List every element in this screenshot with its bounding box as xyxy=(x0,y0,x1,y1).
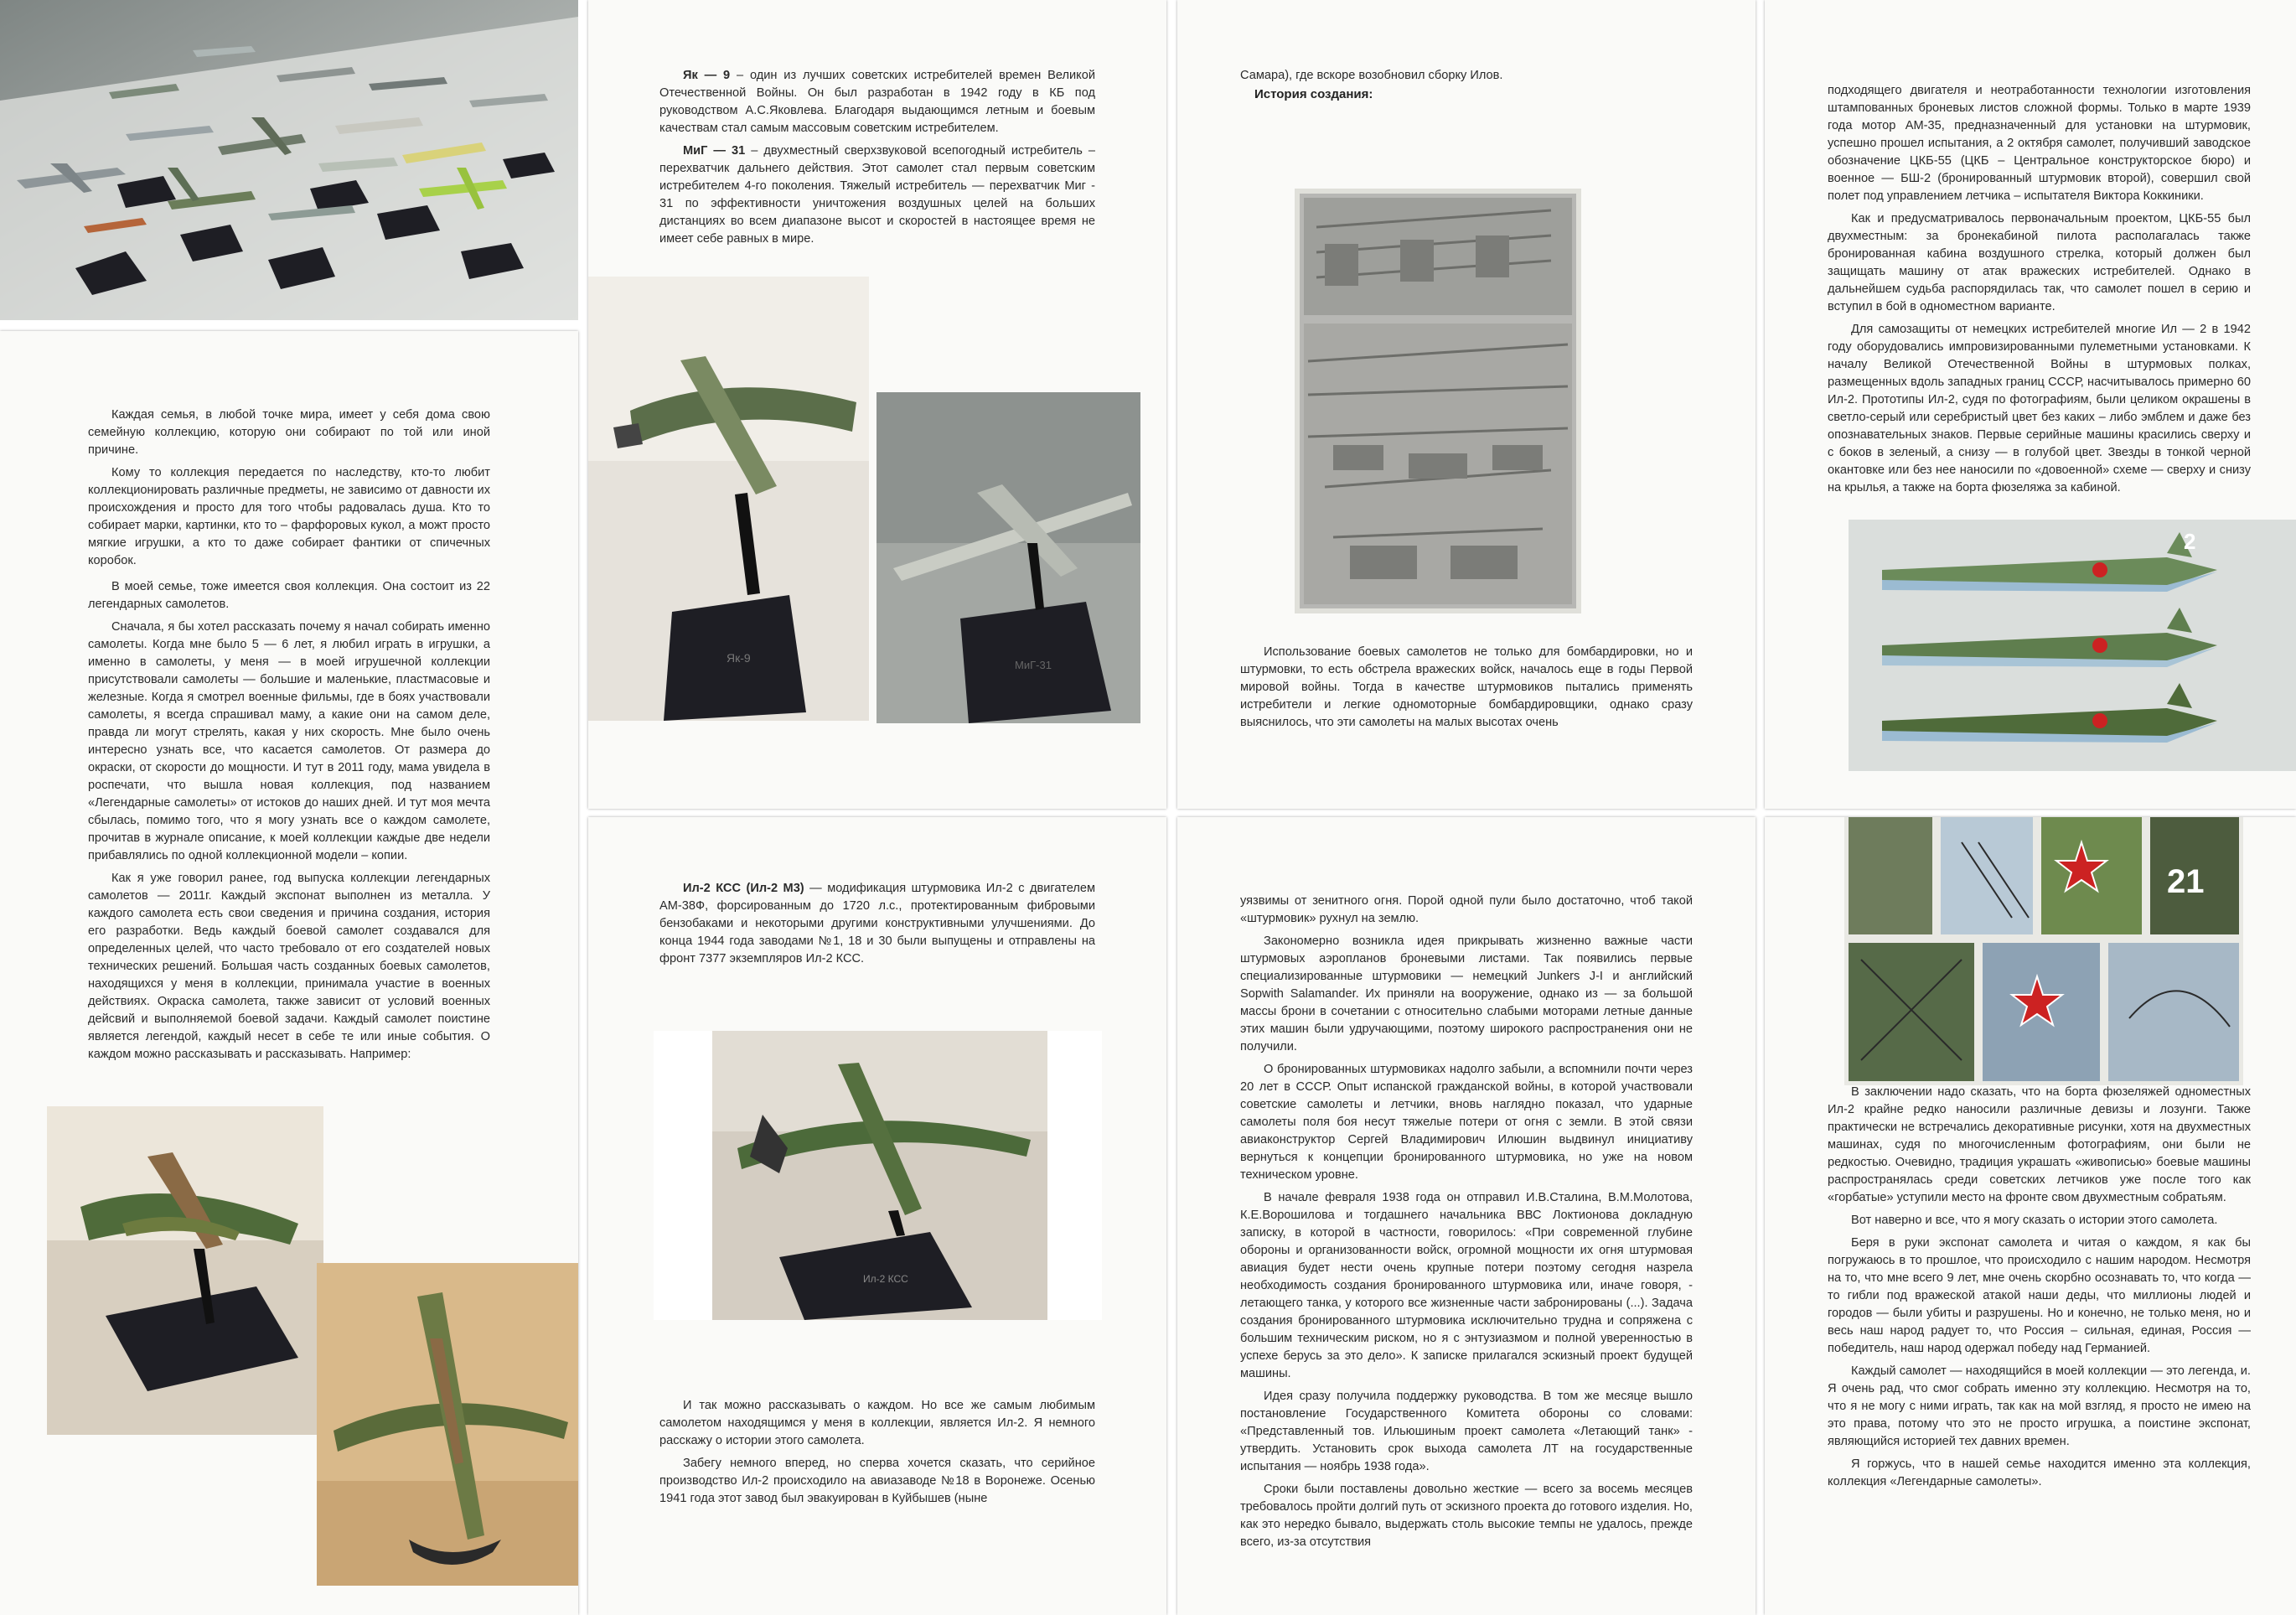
page-collection-intro xyxy=(0,331,578,1615)
il2-kss-name: Ил-2 КСС (Ил-2 М3) xyxy=(683,882,804,895)
il2-profiles-photo xyxy=(1849,520,2296,771)
il2-story-text xyxy=(659,1397,1095,1513)
yak-stand-label: Як-9 xyxy=(727,651,751,665)
intro-paragraph-5: Как я уже говорил ранее, год выпуска коллекции легендарных самолетов — 2011г. Каждый экспонат выполнен из металла. У каждого самолета есть свои сведения и причина создания, история его разработки. Ведь каждый боевой самолет создавался для определенных целей, что часто требовало от его создателей новых технических решений. Большая часть созданных боевых самолетов, находящихся у меня в коллекции, принимала участие в военных действиях. Окраска самолета, также зависит от условий военных дейсвий и выполняемой боевой задачи. Каждый самолет поистине является легендой, каждый несет в себе те или иные события. О каждом можно рассказывать и рассказывать. Например: xyxy=(88,872,490,1061)
history-intro-line: Самара), где вскоре возобновил сборку Илов. xyxy=(1240,69,1503,82)
page-yak-mig xyxy=(588,0,1166,809)
history-paragraph: Использование боевых самолетов не только для бомбардировки, но и штурмовки, то есть обстрела вражеских войск, началось еще в годы Первой мировой войны. Тогда в качестве штурмовиков пытались применять истребители и легкие одномоторные бомбардировщики, однако сразу выяснилось, что эти самолеты на малых высотах очень xyxy=(1240,645,1693,729)
armor-paragraph-3: О бронированных штурмовиках надолго забыли, а вспомнили почти через 20 лет в СССР. Опыт испанской гражданской войны, в которой участвовали советские самолеты и летчики, вновь наглядно показал, что ударные самолеты поля боя несут тяжелые потери от огня с земли. В этой связи авиаконструктор Сергей Владимирович Илюшин выдвинул инициативу вернуться к концепции бронированного штурмовика, но уже на новом техническом уровне. xyxy=(1240,1063,1693,1182)
il2-model-photo-b xyxy=(317,1263,578,1586)
history-heading: История создания: xyxy=(1254,87,1373,101)
conclusion-paragraph-4: Каждый самолет — находящийся в моей коллекции — это легенда, и. Я очень рад, что смог собрать именно эту коллекцию. Несмотря на то, что я не могу с ними играть, так как на мой взгляд, я просто не имею на это права, потому что это не просто игрушка, а поистине экспонат, являющийся историей тех давних времен. xyxy=(1828,1364,2251,1448)
page-il2-kss xyxy=(588,817,1166,1615)
il2-kss-model-photo xyxy=(654,1031,1102,1320)
collection-photo-graphic xyxy=(0,0,578,320)
armor-paragraph-5: Идея сразу получила поддержку руководства. В том же месяце вышло постановление Государственного Комитета обороны со словами: «Представленный тов. Ильюшиным проект самолета «Летающий танк» - утвердить. Установить срок выхода самолета ЛТ на государственные испытания — ноябрь 1938 года». xyxy=(1240,1390,1693,1473)
yak-mig-text xyxy=(659,67,1095,253)
conclusion-paragraph-1: В заключении надо сказать, что на борта фюзеляжей одноместных Ил-2 крайне редко наносили различные девизы и лозунги. Также практически не встречались декоративные рисунки, хотя на двухместных машинах, судя по многочисленным фотографиям, они были не редкостью. Очевидно, традиция украшать «живописью» боевые машины распространялась среди советских летчиков уже после того как «горбатые» уступили место на фронте свом двухместным собратьям. xyxy=(1828,1085,2251,1204)
page-history xyxy=(1177,0,1756,809)
il2-model-photo-a xyxy=(47,1106,323,1435)
page-development xyxy=(1765,0,2296,809)
mig31-model-photo xyxy=(877,392,1140,723)
intro-paragraph-4: Сначала, я бы хотел рассказать почему я начал собирать именно самолеты. Когда мне было 5 — 6 лет, я любил играть в игрушки, а именно в самолеты, у меня — в моей игрушечной коллекции присутствовали самолеты — большие и маленькие, пластмасовые и железные. Когда я смотрел военные фильмы, где в боях участвовали самолеты, я всегда спрашивал маму, а какие они на самом деле, правда ли могут стрелять, какая у них скорость. Мне было очень интересно узнать все, что касается самолетов. От размера до окраски, от скорости до мощности. И тут в 2011 году, мама увидела в роспечати, что вышла новая коллекция, под названием «Легендарные самолеты» от истоков до наших дней. И тут моя мечта сбылась, помимо того, что я могу узнать все о каждом самолете, прочитав в журнале описание, к моей коллекции каждые две недели прибавлялись по одной коллекционной модели – копии. xyxy=(88,620,490,862)
development-paragraph-2: Как и предусматривалось первоначальным проектом, ЦКБ-55 был двухместным: за бронекабиной пилота располагалась также бронированная кабина воздушного стрелка, который должен был защищать машину от атак вражеских истребителей. Однако в дальнейшем судьба распорядилась так, что самолет пошел в серию и вступил в бой в одноместном варианте. xyxy=(1828,212,2251,313)
conclusion-paragraph-3: Беря в руки экспонат самолета и читая о каждом, я как бы погружаюсь в то прошлое, что происходило с нашим народом. Несмотря на то, что мне всего 9 лет, мне очень скорбно осознавать то, что когда — то гибли под вражеской атакой наши деды, что миллионы людей и городов — были убиты и разрушены. Но и конечно, не только меня, но и весь наш народ радует то, что Россия – сильная, единая, Россия — победитель, наш народ одержал победу над Германией. xyxy=(1828,1236,2251,1355)
star-number: 21 xyxy=(2167,863,2205,900)
armor-paragraph-1: уязвимы от зенитного огня. Порой одной пули было достаточно, чтоб такой «штурмовик» рухнул на землю. xyxy=(1240,894,1693,925)
yak-name: Як — 9 xyxy=(683,69,731,82)
conclusion-paragraph-5: Я горжусь, что в нашей семье находится именно эта коллекция, коллекция «Легендарные самолеты». xyxy=(1828,1457,2251,1488)
conclusion-text xyxy=(1828,1084,2251,1496)
intro-paragraph-1: Каждая семья, в любой точке мира, имеет у себя дома свою семейную коллекцию, которую они собирают по той или иной причине. xyxy=(88,408,490,457)
yak-text: – один из лучших советских истребителей времен Великой Отечественной Войны. Он был разработан в 1942 году в КБ под руководством А.С.Яковлева. Благодаря выдающимся летным и боевым качествам стал самым массовым советским истребителем. xyxy=(659,69,1095,135)
page-conclusion xyxy=(1765,817,2296,1615)
mig-text: – двухместный сверхзвуковой всепогодный истребитель – перехватчик дальнего действия. Этот самолет стал первым советским истребителем 4-го поколения. Тяжелый истребитель — перехватчик Миг - 31 по эффективности уничтожения воздушных целей на больших дистанциях во всем диапазоне высот и скоростей в настоящее время не имеет себе равных в мире. xyxy=(659,144,1095,246)
il2-story-paragraph-2: Забегу немного вперед, но сперва хочется сказать, что серийное производство Ил-2 происходило на авиазаводе №18 в Воронеже. Осенью 1941 года этот завод был эвакуирован в Куйбышев (ныне xyxy=(659,1457,1095,1505)
il2-story-paragraph-1: И так можно рассказывать о каждом. Но все же самым любимым самолетом находящимся у меня в коллекции, является Ил-2. Я немного расскажу о истории этого самолета. xyxy=(659,1399,1095,1447)
history-text xyxy=(1240,644,1693,737)
intro-paragraph-3: В моей семье, тоже имеется своя коллекция. Она состоит из 22 легендарных самолетов. xyxy=(88,580,490,611)
conclusion-paragraph-2: Вот наверно и все, что я могу сказать о истории этого самолета. xyxy=(1851,1214,2218,1227)
il2-kss-text xyxy=(659,880,1095,973)
collection-photo xyxy=(0,0,578,320)
armor-paragraph-6: Сроки были поставлены довольно жесткие — всего за восемь месяцев требовалось пройти долгий путь от эскизного проекта до готового изделия. Но, как это нередко бывало, выдержать столь высокие темпы не удалось, прежде всего, из-за отсутствия xyxy=(1240,1483,1693,1549)
intro-paragraph-2: Кому то коллекция передается по наследству, кто-то любит коллекционировать различные предметы, не зависимо от давности их происхождения и просто для того чтобы радовалась душа. Кто то собирает марки, картинки, кто то – фарфоровых кукол, а можт просто мягкие игрушки, а кто то даже собирает фантики от спичечных коробок. xyxy=(88,466,490,567)
intro-text xyxy=(88,406,490,1069)
page-armor-history xyxy=(1177,817,1756,1615)
mig-description xyxy=(659,142,1095,248)
il2-kss-body: — модификация штурмовика Ил-2 с двигателем АМ-38Ф, форсированным до 1720 л.с., протектированным фибровыми бензобаками и некоторыми другими конструктивными улучшениями. До конца 1944 года заводами №1, 18 и 30 были выпущены и отправлены на фронт 7377 экземпляров Ил-2 КСС. xyxy=(659,882,1095,965)
armor-paragraph-2: Закономерно возникла идея прикрывать жизненно важные части штурмовых аэропланов броневыми листами. Так появились первые специализированные штурмовики — немецкий Junkers J-I и английский Sopwith Salamander. Их приняли на вооружение, однако из — за большой массы брони в сочетании с относительно слабыми моторами летные данные этих машин были удручающими, поэтому широкого распространения они не получили. xyxy=(1240,934,1693,1053)
il2-stand-label: Ил-2 КСС xyxy=(863,1273,908,1285)
il2-kss-description xyxy=(659,880,1095,968)
yak-description xyxy=(659,67,1095,137)
mig-name: МиГ — 31 xyxy=(683,144,746,158)
armor-history-text xyxy=(1240,893,1693,1556)
il2-details-photo xyxy=(1844,817,2243,1085)
factory-photo xyxy=(1295,189,1581,613)
development-text xyxy=(1828,82,2251,502)
development-paragraph-3: Для самозащиты от немецких истребителей многие Ил — 2 в 1942 году оборудовались импровизированными пулеметными установками. К началу Великой Отечественной Войны в штурмовых полках, размещенных вдоль западных границ СССР, насчитывалось примерно 60 Ил-2. Прототипы Ил-2, судя по фотографиям, были целиком окрашены в светло-серый или серебристый цвет без каких – либо эмблем и даже без опознавательных знаков. Первые серийные машины красились сверху и с боков в зеленый, а снизу — в голубой цвет. Звезды в тонкой черной окантовке или без нее наносили по «довоенной» схеме — сверху и снизу на крылья, а также на борта фюзеляжа за кабиной. xyxy=(1828,323,2251,494)
yak9-model-photo xyxy=(588,277,869,721)
profile-number: 2 xyxy=(2184,529,2196,554)
armor-paragraph-4: В начале февраля 1938 года он отправил И.В.Сталина, В.М.Молотова, К.Е.Ворошилова и тогдашнего начальника ВВС Локтионова докладную записку, в которой в частности, говорилось: «При современной глубине обороны и организованности войск, огромной мощности их огня штурмовая авиация будет нести очень крупные потери поэтому сегодня назрела необходимость создания бронированного штурмовика или, иначе говоря, - летающего танка, у которого все жизненные части забронированы (...). Задача создания бронированного штурмовика исключительно трудна и сопряжена с большим техническим риском, но я с энтузиазмом и полной уверенностью в успехе берусь за это дело». К записке прилагался эскизный проект будущей машины. xyxy=(1240,1191,1693,1380)
mig-stand-label: МиГ-31 xyxy=(1015,659,1052,671)
development-paragraph-1: подходящего двигателя и неотработанности технологии изготовления штампованных броневых листов сложной формы. Только в марте 1939 года мотор АМ-35, предназначенный для установки на штурмовик, успешно прошел испытания, а 2 октября самолет, получивший заводское обозначение ЦКБ-55 (ЦКБ – Центральное конструкторское бюро) и военное — БШ-2 (бронированный штурмовик второй), совершил свой полет под управлением летчика – испытателя Виктора Коккиники. xyxy=(1828,84,2251,203)
history-intro xyxy=(1240,67,1693,90)
